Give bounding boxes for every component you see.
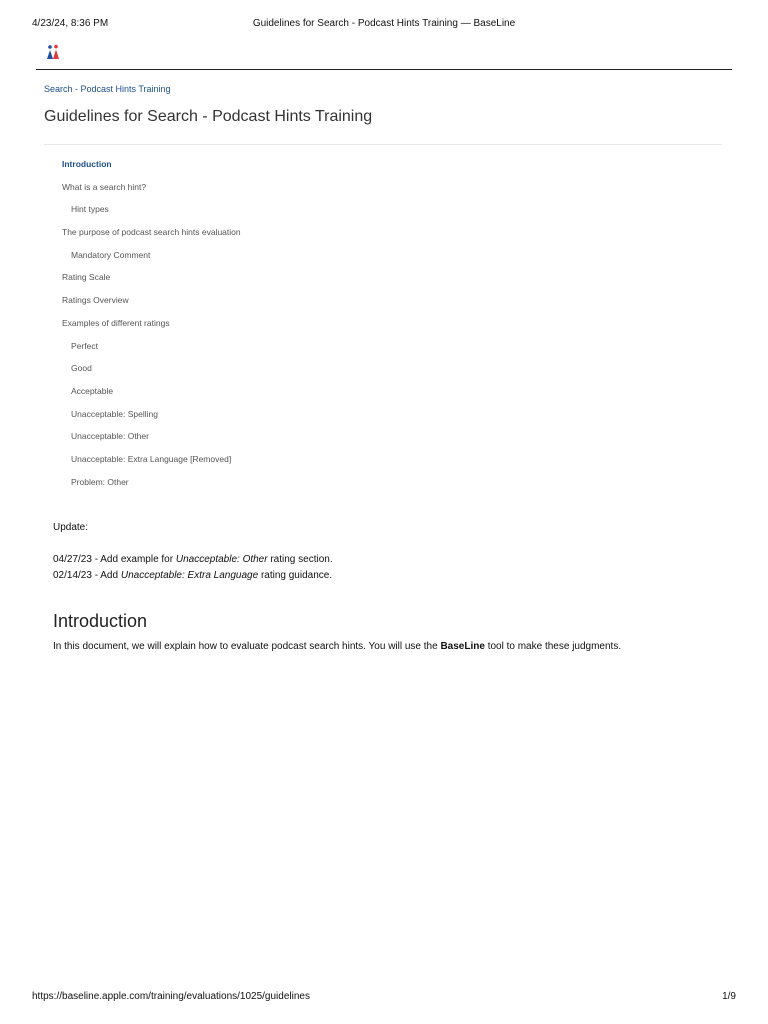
toc-item-ratings-overview[interactable]: Ratings Overview [62, 295, 129, 306]
update-entry-suffix: rating section. [267, 554, 333, 565]
update-entry [53, 553, 333, 569]
table-of-contents [62, 155, 241, 495]
update-entry [53, 569, 333, 585]
toc-item-unacceptable-other[interactable]: Unacceptable: Other [71, 431, 149, 442]
app-bar [36, 36, 732, 70]
introduction-heading: Introduction [53, 611, 148, 631]
toc-item-hint-types[interactable]: Hint types [71, 204, 109, 215]
update-entry-emphasis: Unacceptable: Extra Language [120, 569, 259, 581]
update-entry-emphasis: Unacceptable: Other [175, 554, 268, 565]
print-document-title: Guidelines for Search - Podcast Hints Training — BaseLine [252, 18, 516, 29]
toc-item-perfect[interactable]: Perfect [71, 340, 98, 351]
update-entry-prefix: 04/27/23 - Add example for [53, 554, 176, 565]
update-entry-prefix: 02/14/23 - Add [53, 569, 121, 581]
toc-item-mandatory-comment[interactable]: Mandatory Comment [71, 249, 151, 260]
page-title: Guidelines for Search - Podcast Hints Training [44, 108, 373, 125]
toc-item-problem-other[interactable]: Problem: Other [71, 476, 129, 487]
print-footer [32, 991, 736, 1005]
introduction-text [53, 641, 621, 652]
introduction-text-before: In this document, we will explain how to evaluate podcast search hints. You will use the [53, 641, 441, 652]
title-divider [44, 144, 722, 145]
toc-item-good[interactable]: Good [71, 363, 92, 374]
toc-item-introduction[interactable]: Introduction [62, 159, 112, 169]
breadcrumb[interactable]: Search - Podcast Hints Training [44, 84, 171, 94]
update-entry-suffix: rating guidance. [258, 569, 333, 581]
toc-item-unacceptable-spelling[interactable]: Unacceptable: Spelling [71, 408, 158, 419]
update-heading: Update: [53, 522, 89, 533]
toc-item-examples[interactable]: Examples of different ratings [62, 317, 170, 328]
toc-item-unacceptable-extra-language[interactable]: Unacceptable: Extra Language [Removed] [71, 453, 232, 464]
page-number: 1/9 [722, 991, 736, 1002]
toc-item-what-is-a-search-hint[interactable]: What is a search hint? [62, 181, 147, 192]
print-url: https://baseline.apple.com/training/evaluations/1025/guidelines [32, 991, 310, 1002]
baseline-logo-icon[interactable] [45, 44, 61, 60]
introduction-text-after: tool to make these judgments. [484, 641, 622, 652]
toc-item-acceptable[interactable]: Acceptable [71, 385, 114, 396]
toc-item-purpose[interactable]: The purpose of podcast search hints evaluation [62, 227, 241, 238]
print-header [32, 18, 736, 32]
toc-item-rating-scale[interactable]: Rating Scale [62, 272, 111, 283]
update-list [53, 553, 333, 584]
print-date: 4/23/24, 8:36 PM [32, 18, 109, 29]
baseline-tool-name: BaseLine [440, 641, 485, 652]
